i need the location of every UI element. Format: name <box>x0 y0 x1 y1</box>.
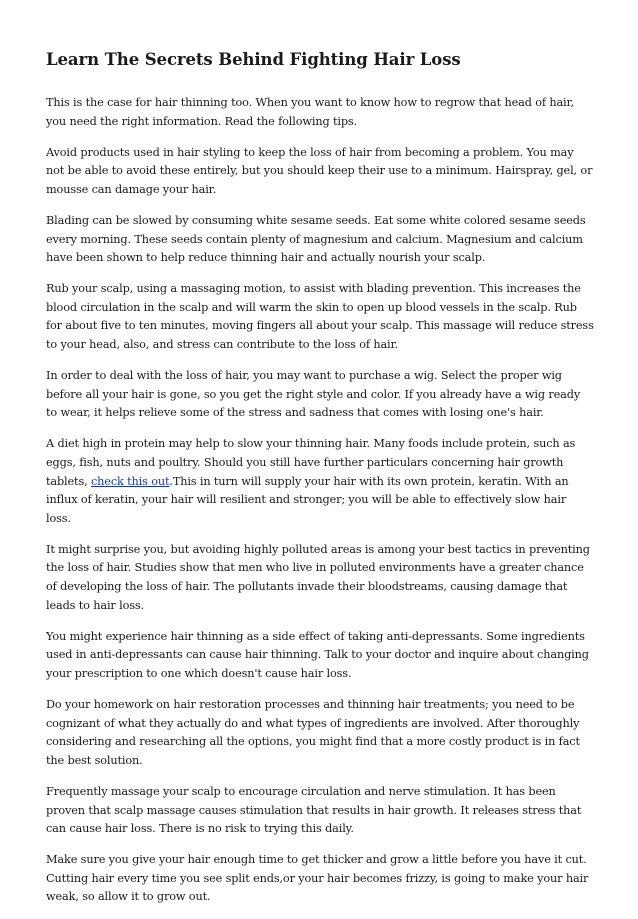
paragraph: Avoid products used in hair styling to keep the loss of hair from becoming a problem. You may not be able to avoid these entirely, but you should keep their use to a minimum. Hairspray, gel, or mousse can damage your hair. <box>46 145 593 196</box>
document-page <box>46 48 594 919</box>
paragraph-with-link <box>46 435 594 528</box>
paragraph: In order to deal with the loss of hair, you may want to purchase a wig. Select the proper wig before all your hair is gone, so you get the right style and color. If you already have a wig ready to wear, it helps relieve some of the stress and sadness that comes with losing one's hair. <box>46 369 581 420</box>
paragraph: Rub your scalp, using a massaging motion, to assist with blading prevention. This increases the blood circulation in the scalp and will warm the skin to open up blood vessels in the scalp. Rub for about five to ten minutes, moving fingers all about your scalp. This massage will reduce stress to your head, also, and stress can contribute to the loss of hair. <box>46 282 594 352</box>
page-title: Learn The Secrets Behind Fighting Hair Loss <box>46 50 461 69</box>
paragraph: Make sure you give your hair enough time to get thicker and grow a little before you have it cut. Cutting hair every time you see split ends,or your hair becomes frizzy, is going to make your hair weak, so allow it to grow out. <box>46 853 589 904</box>
paragraph: Blading can be slowed by consuming white sesame seeds. Eat some white colored sesame seeds every morning. These seeds contain plenty of magnesium and calcium. Magnesium and calcium have been shown to help reduce thinning hair and actually nourish your scalp. <box>46 213 586 265</box>
paragraph-text-before-link: A diet high in protein may help to slow your thinning hair. Many foods include protein, such as eggs, fish, nuts and poultry. Should you still have further particulars concerning hair growth tablets, <box>46 437 576 488</box>
paragraph: This is the case for hair thinning too. When you want to know how to regrow that head of hair, you need the right information. Read the following tips. <box>46 96 574 128</box>
paragraph-text-after-link: .This in turn will supply your hair with its own protein, keratin. With an influx of keratin, your hair will resilient and stronger; you will be able to effectively slow hair loss. <box>46 474 569 525</box>
check-this-out-link[interactable]: check this out <box>90 474 170 488</box>
paragraph: Frequently massage your scalp to encourage circulation and nerve stimulation. It has been proven that scalp massage causes stimulation that results in hair growth. It releases stress that can cause hair loss. There is no risk to trying this daily. <box>46 784 582 836</box>
paragraph: Do your homework on hair restoration processes and thinning hair treatments; you need to be cognizant of what they actually do and what types of ingredients are involved. After thoroughly considering and researching all the options, you might find that a more costly product is in fact the best solution. <box>46 698 580 767</box>
paragraph: It might surprise you, but avoiding highly polluted areas is among your best tactics in preventing the loss of hair. Studies show that men who live in polluted environments have a greater chance of developing the loss of hair. The pollutants invade their bloodstreams, causing damage that leads to hair loss. <box>46 542 590 612</box>
paragraph: You might experience hair thinning as a side effect of taking anti-depressants. Some ingredients used in anti-depressants can cause hair thinning. Talk to your doctor and inquire about changing your prescription to one which doesn't cause hair loss. <box>46 629 589 680</box>
